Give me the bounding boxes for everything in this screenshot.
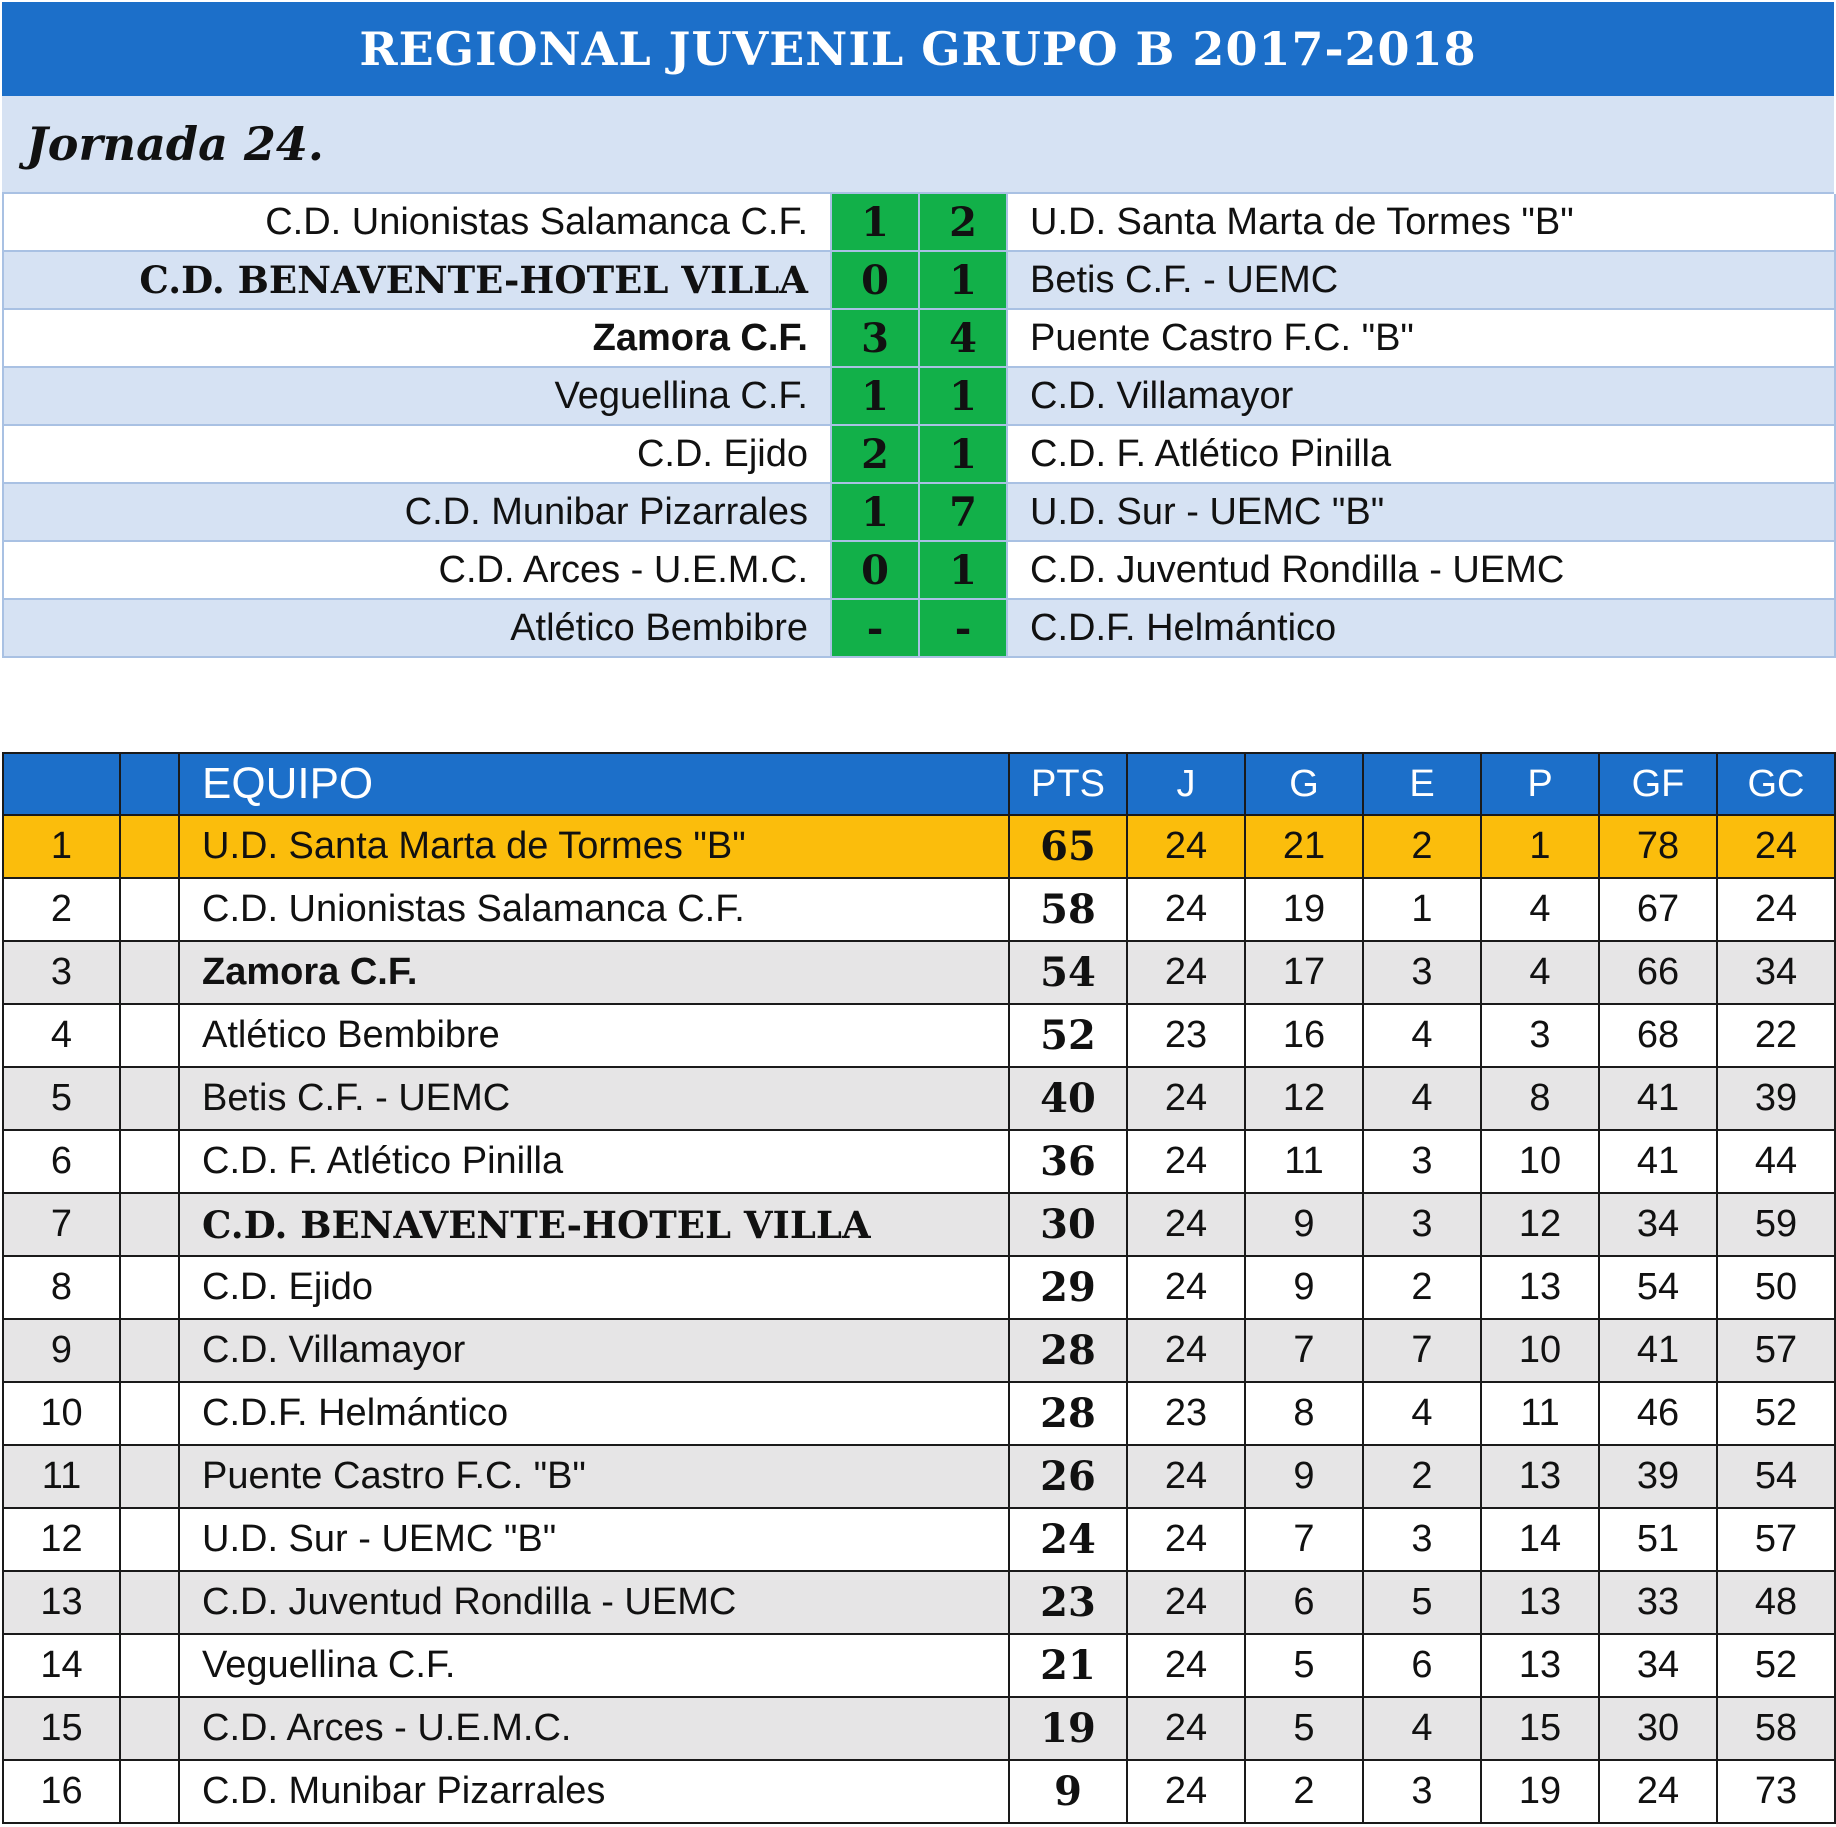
row-team: C.D. Munibar Pizarrales bbox=[179, 1760, 1009, 1823]
home-score: 1 bbox=[831, 194, 919, 251]
row-position: 1 bbox=[3, 815, 120, 878]
table-row bbox=[3, 1571, 1835, 1634]
row-spacer bbox=[120, 1004, 179, 1067]
row-played: 24 bbox=[1127, 1193, 1245, 1256]
row-played: 24 bbox=[1127, 1256, 1245, 1319]
row-position: 8 bbox=[3, 1256, 120, 1319]
home-team: C.D. Arces - U.E.M.C. bbox=[3, 541, 831, 599]
table-row bbox=[3, 1760, 1835, 1823]
row-played: 24 bbox=[1127, 1067, 1245, 1130]
home-score: 3 bbox=[831, 309, 919, 367]
row-goals-for: 30 bbox=[1599, 1697, 1717, 1760]
header-goals-against: GC bbox=[1717, 753, 1835, 815]
row-spacer bbox=[120, 1130, 179, 1193]
row-points: 24 bbox=[1009, 1508, 1127, 1571]
row-spacer bbox=[120, 1571, 179, 1634]
away-score: 2 bbox=[919, 194, 1007, 251]
table-row bbox=[3, 815, 1835, 878]
away-team: C.D. Juventud Rondilla - UEMC bbox=[1007, 541, 1835, 599]
row-spacer bbox=[120, 1697, 179, 1760]
match-row bbox=[3, 309, 1835, 367]
row-goals-against: 44 bbox=[1717, 1130, 1835, 1193]
row-played: 24 bbox=[1127, 1634, 1245, 1697]
row-lost: 10 bbox=[1481, 1130, 1599, 1193]
row-position: 5 bbox=[3, 1067, 120, 1130]
round-header bbox=[2, 96, 1834, 194]
row-points: 65 bbox=[1009, 815, 1127, 878]
table-row bbox=[3, 1697, 1835, 1760]
row-drawn: 3 bbox=[1363, 1130, 1481, 1193]
row-goals-against: 57 bbox=[1717, 1508, 1835, 1571]
row-drawn: 3 bbox=[1363, 941, 1481, 1004]
row-played: 23 bbox=[1127, 1004, 1245, 1067]
row-won: 21 bbox=[1245, 815, 1363, 878]
table-row bbox=[3, 1445, 1835, 1508]
row-won: 5 bbox=[1245, 1697, 1363, 1760]
row-won: 6 bbox=[1245, 1571, 1363, 1634]
row-lost: 14 bbox=[1481, 1508, 1599, 1571]
row-played: 24 bbox=[1127, 1319, 1245, 1382]
away-team: C.D. F. Atlético Pinilla bbox=[1007, 425, 1835, 483]
row-points: 36 bbox=[1009, 1130, 1127, 1193]
standings-table bbox=[2, 752, 1836, 1824]
row-goals-for: 33 bbox=[1599, 1571, 1717, 1634]
row-points: 9 bbox=[1009, 1760, 1127, 1823]
row-lost: 3 bbox=[1481, 1004, 1599, 1067]
row-drawn: 6 bbox=[1363, 1634, 1481, 1697]
row-spacer bbox=[120, 1382, 179, 1445]
row-goals-against: 24 bbox=[1717, 815, 1835, 878]
row-played: 24 bbox=[1127, 1697, 1245, 1760]
away-team: Puente Castro F.C. "B" bbox=[1007, 309, 1835, 367]
away-score: 1 bbox=[919, 251, 1007, 309]
row-won: 9 bbox=[1245, 1256, 1363, 1319]
row-goals-for: 51 bbox=[1599, 1508, 1717, 1571]
row-drawn: 4 bbox=[1363, 1697, 1481, 1760]
row-goals-for: 24 bbox=[1599, 1760, 1717, 1823]
away-score: 1 bbox=[919, 367, 1007, 425]
home-team: Zamora C.F. bbox=[3, 309, 831, 367]
match-row bbox=[3, 367, 1835, 425]
row-drawn: 1 bbox=[1363, 878, 1481, 941]
row-team: C.D. Ejido bbox=[179, 1256, 1009, 1319]
row-drawn: 7 bbox=[1363, 1319, 1481, 1382]
match-row bbox=[3, 194, 1835, 251]
row-team: C.D. Unionistas Salamanca C.F. bbox=[179, 878, 1009, 941]
row-won: 12 bbox=[1245, 1067, 1363, 1130]
row-position: 7 bbox=[3, 1193, 120, 1256]
row-lost: 10 bbox=[1481, 1319, 1599, 1382]
row-lost: 13 bbox=[1481, 1445, 1599, 1508]
row-won: 2 bbox=[1245, 1760, 1363, 1823]
row-drawn: 3 bbox=[1363, 1508, 1481, 1571]
row-goals-against: 54 bbox=[1717, 1445, 1835, 1508]
row-drawn: 3 bbox=[1363, 1760, 1481, 1823]
away-score: 4 bbox=[919, 309, 1007, 367]
row-spacer bbox=[120, 1193, 179, 1256]
row-goals-against: 73 bbox=[1717, 1760, 1835, 1823]
header-team: EQUIPO bbox=[179, 753, 1009, 815]
row-team: C.D. Arces - U.E.M.C. bbox=[179, 1697, 1009, 1760]
row-played: 24 bbox=[1127, 1571, 1245, 1634]
home-score: - bbox=[831, 599, 919, 657]
row-won: 8 bbox=[1245, 1382, 1363, 1445]
row-points: 26 bbox=[1009, 1445, 1127, 1508]
row-team: U.D. Sur - UEMC "B" bbox=[179, 1508, 1009, 1571]
row-goals-for: 78 bbox=[1599, 815, 1717, 878]
away-team: C.D. Villamayor bbox=[1007, 367, 1835, 425]
row-points: 23 bbox=[1009, 1571, 1127, 1634]
title-text: REGIONAL JUVENIL GRUPO B 2017-2018 bbox=[359, 22, 1477, 76]
row-spacer bbox=[120, 1760, 179, 1823]
row-team: Puente Castro F.C. "B" bbox=[179, 1445, 1009, 1508]
row-goals-against: 22 bbox=[1717, 1004, 1835, 1067]
table-row bbox=[3, 1004, 1835, 1067]
row-team: Betis C.F. - UEMC bbox=[179, 1067, 1009, 1130]
row-won: 9 bbox=[1245, 1445, 1363, 1508]
row-position: 3 bbox=[3, 941, 120, 1004]
home-score: 1 bbox=[831, 367, 919, 425]
row-drawn: 2 bbox=[1363, 1445, 1481, 1508]
row-points: 52 bbox=[1009, 1004, 1127, 1067]
home-team: Atlético Bembibre bbox=[3, 599, 831, 657]
row-spacer bbox=[120, 878, 179, 941]
row-won: 7 bbox=[1245, 1319, 1363, 1382]
row-drawn: 4 bbox=[1363, 1067, 1481, 1130]
away-score: 1 bbox=[919, 425, 1007, 483]
row-lost: 12 bbox=[1481, 1193, 1599, 1256]
row-goals-against: 24 bbox=[1717, 878, 1835, 941]
row-spacer bbox=[120, 815, 179, 878]
away-score: - bbox=[919, 599, 1007, 657]
row-points: 30 bbox=[1009, 1193, 1127, 1256]
row-position: 6 bbox=[3, 1130, 120, 1193]
row-points: 28 bbox=[1009, 1319, 1127, 1382]
row-team: Atlético Bembibre bbox=[179, 1004, 1009, 1067]
row-played: 24 bbox=[1127, 815, 1245, 878]
row-position: 16 bbox=[3, 1760, 120, 1823]
row-drawn: 4 bbox=[1363, 1004, 1481, 1067]
row-team: U.D. Santa Marta de Tormes "B" bbox=[179, 815, 1009, 878]
row-played: 24 bbox=[1127, 878, 1245, 941]
row-goals-against: 57 bbox=[1717, 1319, 1835, 1382]
row-spacer bbox=[120, 1067, 179, 1130]
row-lost: 4 bbox=[1481, 878, 1599, 941]
row-points: 54 bbox=[1009, 941, 1127, 1004]
table-row bbox=[3, 1319, 1835, 1382]
row-points: 21 bbox=[1009, 1634, 1127, 1697]
row-position: 15 bbox=[3, 1697, 120, 1760]
match-row bbox=[3, 541, 1835, 599]
row-goals-for: 54 bbox=[1599, 1256, 1717, 1319]
row-goals-for: 67 bbox=[1599, 878, 1717, 941]
row-played: 23 bbox=[1127, 1382, 1245, 1445]
row-won: 19 bbox=[1245, 878, 1363, 941]
home-score: 1 bbox=[831, 483, 919, 541]
away-team: U.D. Sur - UEMC "B" bbox=[1007, 483, 1835, 541]
home-score: 0 bbox=[831, 251, 919, 309]
away-score: 1 bbox=[919, 541, 1007, 599]
home-team: Veguellina C.F. bbox=[3, 367, 831, 425]
header-played: J bbox=[1127, 753, 1245, 815]
header-won: G bbox=[1245, 753, 1363, 815]
row-won: 5 bbox=[1245, 1634, 1363, 1697]
table-row bbox=[3, 1067, 1835, 1130]
match-row bbox=[3, 251, 1835, 309]
row-goals-for: 34 bbox=[1599, 1193, 1717, 1256]
home-score: 0 bbox=[831, 541, 919, 599]
row-spacer bbox=[120, 1445, 179, 1508]
row-position: 14 bbox=[3, 1634, 120, 1697]
match-row bbox=[3, 483, 1835, 541]
row-goals-against: 58 bbox=[1717, 1697, 1835, 1760]
row-won: 16 bbox=[1245, 1004, 1363, 1067]
row-position: 12 bbox=[3, 1508, 120, 1571]
home-score: 2 bbox=[831, 425, 919, 483]
row-team: C.D. Juventud Rondilla - UEMC bbox=[179, 1571, 1009, 1634]
away-team: U.D. Santa Marta de Tormes "B" bbox=[1007, 194, 1835, 251]
results-table bbox=[2, 194, 1836, 658]
row-goals-against: 52 bbox=[1717, 1382, 1835, 1445]
row-team: C.D. F. Atlético Pinilla bbox=[179, 1130, 1009, 1193]
row-position: 11 bbox=[3, 1445, 120, 1508]
row-drawn: 5 bbox=[1363, 1571, 1481, 1634]
round-label: Jornada 24. bbox=[26, 117, 324, 171]
row-won: 9 bbox=[1245, 1193, 1363, 1256]
row-played: 24 bbox=[1127, 941, 1245, 1004]
away-team: Betis C.F. - UEMC bbox=[1007, 251, 1835, 309]
page-title bbox=[2, 2, 1834, 96]
table-row bbox=[3, 1193, 1835, 1256]
header-position bbox=[3, 753, 120, 815]
table-row bbox=[3, 1382, 1835, 1445]
header-points: PTS bbox=[1009, 753, 1127, 815]
row-goals-for: 68 bbox=[1599, 1004, 1717, 1067]
row-drawn: 2 bbox=[1363, 815, 1481, 878]
row-won: 17 bbox=[1245, 941, 1363, 1004]
row-position: 13 bbox=[3, 1571, 120, 1634]
row-position: 10 bbox=[3, 1382, 120, 1445]
row-points: 40 bbox=[1009, 1067, 1127, 1130]
row-lost: 8 bbox=[1481, 1067, 1599, 1130]
row-lost: 19 bbox=[1481, 1760, 1599, 1823]
row-points: 29 bbox=[1009, 1256, 1127, 1319]
row-lost: 1 bbox=[1481, 815, 1599, 878]
home-team: C.D. Munibar Pizarrales bbox=[3, 483, 831, 541]
header-blank bbox=[120, 753, 179, 815]
table-row bbox=[3, 878, 1835, 941]
row-played: 24 bbox=[1127, 1760, 1245, 1823]
row-goals-for: 46 bbox=[1599, 1382, 1717, 1445]
standings-header-row bbox=[3, 753, 1835, 815]
home-team: C.D. Ejido bbox=[3, 425, 831, 483]
row-goals-for: 41 bbox=[1599, 1130, 1717, 1193]
table-row bbox=[3, 1634, 1835, 1697]
table-row bbox=[3, 1130, 1835, 1193]
away-team: C.D.F. Helmántico bbox=[1007, 599, 1835, 657]
row-drawn: 3 bbox=[1363, 1193, 1481, 1256]
row-played: 24 bbox=[1127, 1130, 1245, 1193]
row-goals-for: 34 bbox=[1599, 1634, 1717, 1697]
header-drawn: E bbox=[1363, 753, 1481, 815]
row-goals-against: 59 bbox=[1717, 1193, 1835, 1256]
row-team: Veguellina C.F. bbox=[179, 1634, 1009, 1697]
away-score: 7 bbox=[919, 483, 1007, 541]
home-team: C.D. BENAVENTE-HOTEL VILLA bbox=[3, 251, 831, 309]
row-points: 19 bbox=[1009, 1697, 1127, 1760]
header-goals-for: GF bbox=[1599, 753, 1717, 815]
row-goals-for: 66 bbox=[1599, 941, 1717, 1004]
row-goals-against: 50 bbox=[1717, 1256, 1835, 1319]
row-played: 24 bbox=[1127, 1445, 1245, 1508]
row-team: C.D. Villamayor bbox=[179, 1319, 1009, 1382]
match-row bbox=[3, 425, 1835, 483]
row-goals-for: 39 bbox=[1599, 1445, 1717, 1508]
row-played: 24 bbox=[1127, 1508, 1245, 1571]
row-goals-against: 39 bbox=[1717, 1067, 1835, 1130]
row-spacer bbox=[120, 1256, 179, 1319]
row-position: 2 bbox=[3, 878, 120, 941]
row-lost: 4 bbox=[1481, 941, 1599, 1004]
row-spacer bbox=[120, 1508, 179, 1571]
row-lost: 11 bbox=[1481, 1382, 1599, 1445]
row-goals-against: 34 bbox=[1717, 941, 1835, 1004]
home-team: C.D. Unionistas Salamanca C.F. bbox=[3, 194, 831, 251]
row-drawn: 2 bbox=[1363, 1256, 1481, 1319]
row-lost: 15 bbox=[1481, 1697, 1599, 1760]
row-goals-for: 41 bbox=[1599, 1319, 1717, 1382]
table-row bbox=[3, 941, 1835, 1004]
row-goals-against: 48 bbox=[1717, 1571, 1835, 1634]
row-lost: 13 bbox=[1481, 1256, 1599, 1319]
row-goals-against: 52 bbox=[1717, 1634, 1835, 1697]
row-goals-for: 41 bbox=[1599, 1067, 1717, 1130]
table-row bbox=[3, 1508, 1835, 1571]
table-row bbox=[3, 1256, 1835, 1319]
row-points: 28 bbox=[1009, 1382, 1127, 1445]
row-won: 11 bbox=[1245, 1130, 1363, 1193]
row-team: C.D.F. Helmántico bbox=[179, 1382, 1009, 1445]
header-lost: P bbox=[1481, 753, 1599, 815]
row-spacer bbox=[120, 941, 179, 1004]
row-team: C.D. BENAVENTE-HOTEL VILLA bbox=[179, 1193, 1009, 1256]
row-won: 7 bbox=[1245, 1508, 1363, 1571]
row-drawn: 4 bbox=[1363, 1382, 1481, 1445]
row-points: 58 bbox=[1009, 878, 1127, 941]
row-lost: 13 bbox=[1481, 1571, 1599, 1634]
row-spacer bbox=[120, 1319, 179, 1382]
row-team: Zamora C.F. bbox=[179, 941, 1009, 1004]
row-spacer bbox=[120, 1634, 179, 1697]
row-position: 9 bbox=[3, 1319, 120, 1382]
match-row bbox=[3, 599, 1835, 657]
row-lost: 13 bbox=[1481, 1634, 1599, 1697]
row-position: 4 bbox=[3, 1004, 120, 1067]
